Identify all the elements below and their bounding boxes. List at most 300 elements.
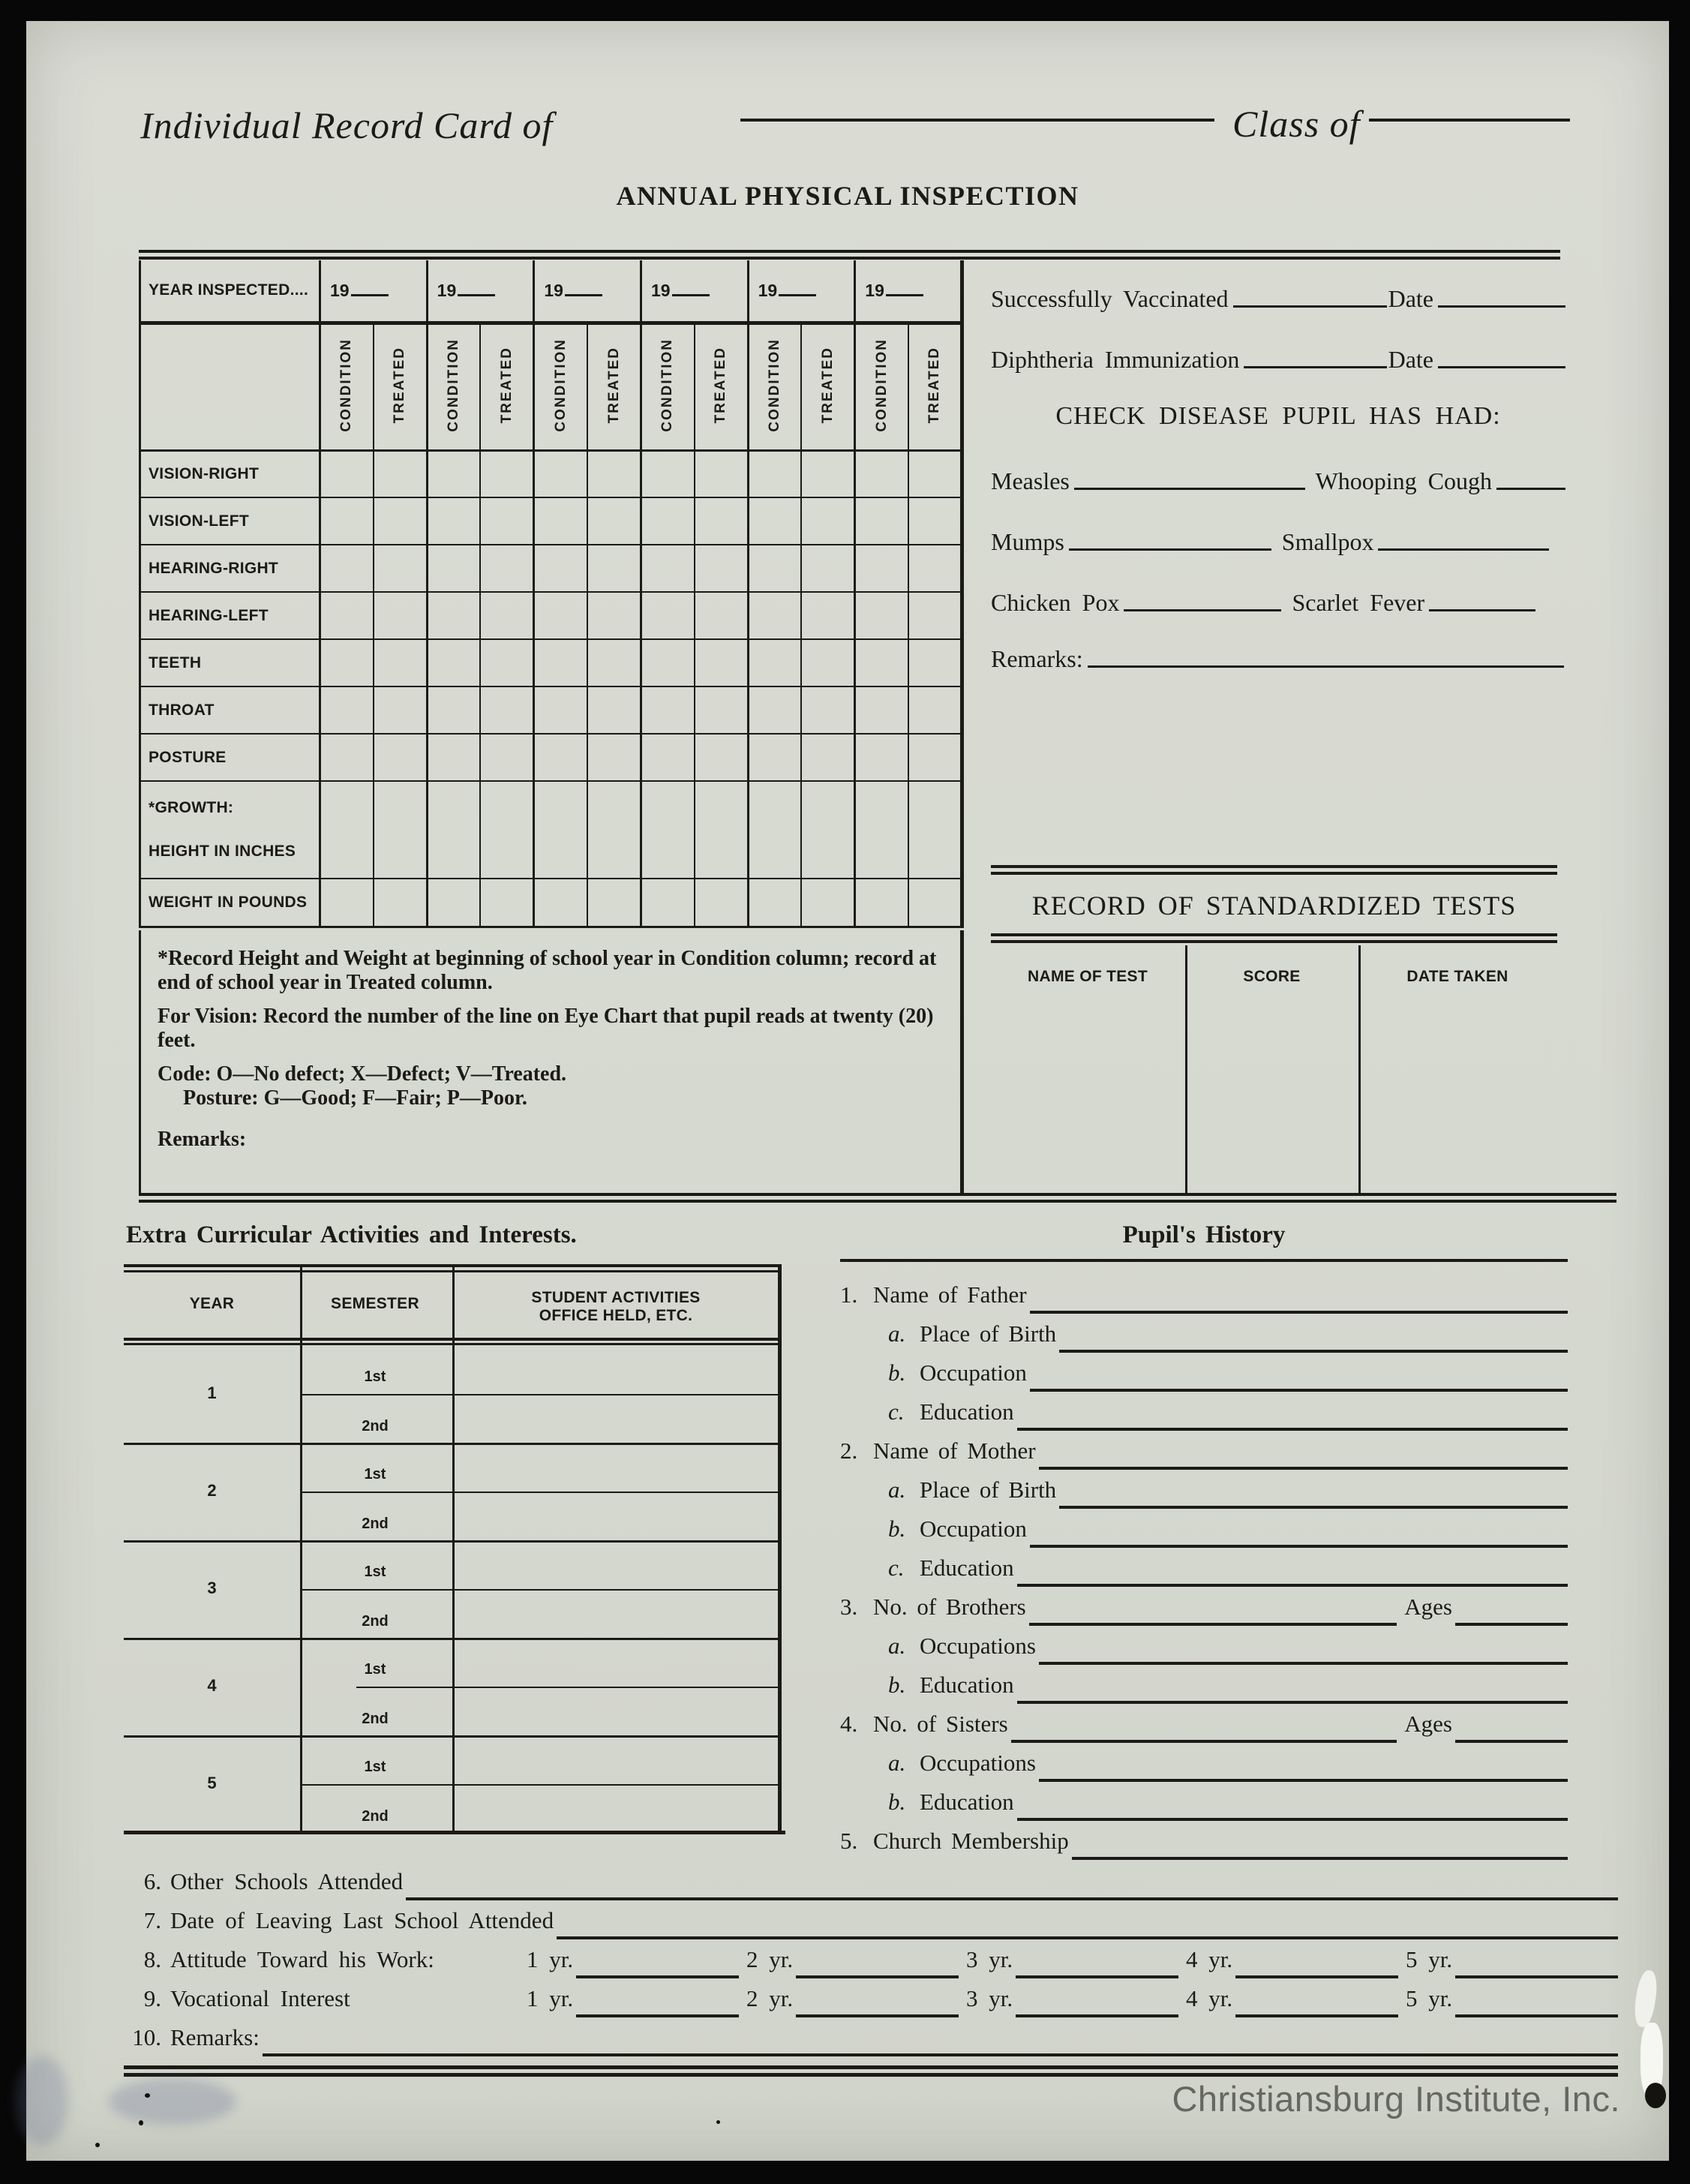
- item-label: Date of Leaving Last School Attended: [170, 1907, 554, 1933]
- semester-line: [300, 1589, 782, 1591]
- speck: [139, 2120, 143, 2125]
- row-label: HEARING-RIGHT: [140, 545, 320, 592]
- fill-line: [1455, 2014, 1618, 2017]
- bottom-double-rule: [124, 2065, 1618, 2077]
- semester-label: 1st: [364, 1368, 386, 1385]
- data-cell: [801, 545, 854, 592]
- data-cell: [641, 450, 694, 497]
- item-label: Education: [920, 1398, 1014, 1425]
- ages-label: Ages: [1404, 1711, 1452, 1737]
- data-cell: [908, 686, 962, 734]
- year-number: 5: [207, 1774, 217, 1792]
- year-number: 2: [207, 1481, 217, 1500]
- fill-line: [796, 1975, 959, 1978]
- data-cell: [908, 781, 962, 879]
- semester-line: [300, 1492, 782, 1493]
- item-number: 3.: [840, 1594, 858, 1620]
- data-cell: [695, 879, 748, 927]
- fill-line: [1438, 305, 1565, 308]
- fill-line: [406, 1897, 1618, 1900]
- data-cell: [374, 686, 427, 734]
- data-cell: [695, 497, 748, 545]
- data-cell: [641, 734, 694, 781]
- semester-label: 1st: [364, 1759, 386, 1775]
- data-cell: [801, 639, 854, 686]
- item-letter: b.: [888, 1672, 906, 1698]
- data-cell: [480, 639, 533, 686]
- row-label: HEARING-LEFT: [140, 592, 320, 639]
- fill-line: [1030, 1389, 1568, 1392]
- year-prefix: 19: [544, 280, 563, 300]
- fill-line: [557, 1936, 1618, 1939]
- data-cell: [534, 781, 587, 879]
- fill-line: [1235, 1975, 1398, 1978]
- table-row-growth-height: [140, 781, 962, 879]
- data-cell: [695, 592, 748, 639]
- data-cell: [374, 545, 427, 592]
- data-cell: [587, 450, 641, 497]
- fill-line: [1244, 365, 1386, 368]
- history-subitem: [840, 1672, 1568, 1708]
- data-cell: [480, 545, 533, 592]
- data-cell: [587, 592, 641, 639]
- activities-divider: [452, 1264, 455, 1834]
- speck: [145, 2093, 150, 2098]
- data-cell: [427, 734, 480, 781]
- item-label: No. of Sisters: [873, 1711, 1008, 1737]
- item-label: Other Schools Attended: [170, 1868, 404, 1894]
- data-cell: [534, 734, 587, 781]
- data-cell: [748, 781, 801, 879]
- data-cell: [320, 592, 374, 639]
- item-label: Attitude Toward his Work:: [170, 1946, 434, 1972]
- data-cell: [374, 497, 427, 545]
- data-cell: [480, 781, 533, 879]
- table-row-vision-left: [140, 497, 962, 545]
- class-of-label: Class of: [1232, 103, 1361, 145]
- pupils-history-heading: Pupil's History: [1122, 1221, 1286, 1248]
- fill-line: [1017, 1584, 1568, 1587]
- table-row-throat: [140, 686, 962, 734]
- year-prefix: 19: [330, 280, 350, 300]
- fill-line: [1017, 1701, 1568, 1704]
- record-card-paper: [26, 21, 1669, 2161]
- data-cell: [908, 592, 962, 639]
- data-cell: [641, 781, 694, 879]
- fill-line: [1059, 1506, 1568, 1509]
- fill-line: [1016, 1975, 1178, 1978]
- year-boundary-line: [124, 1540, 782, 1543]
- fill-line: [1235, 2014, 1398, 2017]
- fill-line: [1011, 1740, 1397, 1743]
- year-number: 3: [207, 1579, 217, 1597]
- fill-line: [263, 2053, 1618, 2056]
- tests-title-rule: [991, 933, 1557, 943]
- data-cell: [374, 639, 427, 686]
- data-cell: [801, 592, 854, 639]
- year-number: 4: [207, 1676, 217, 1695]
- history-item: [840, 1594, 1568, 1630]
- data-cell: [320, 450, 374, 497]
- data-cell: [748, 545, 801, 592]
- item-label: Occupations: [920, 1750, 1036, 1776]
- chickenpox-row: [991, 589, 1565, 617]
- history-subitem: [840, 1477, 1568, 1513]
- year-number: 1: [207, 1383, 217, 1402]
- fill-line: [1059, 1350, 1568, 1353]
- data-cell: [748, 734, 801, 781]
- data-cell: [855, 734, 908, 781]
- note-vision: For Vision: Record the number of the line on Eye Chart that pupil reads at twenty (20) feet.: [158, 1004, 934, 1053]
- item-number: 1.: [840, 1281, 858, 1308]
- inspection-notes: [139, 930, 964, 1194]
- item-number: 6.: [143, 1868, 161, 1894]
- data-cell: [748, 879, 801, 927]
- data-cell: [855, 497, 908, 545]
- fill-line: [1069, 548, 1271, 551]
- data-cell: [374, 734, 427, 781]
- item-label: Place of Birth: [920, 1477, 1057, 1503]
- item-letter: c.: [888, 1398, 905, 1425]
- diphtheria-row: [991, 346, 1565, 374]
- smallpox-label: Smallpox: [1281, 528, 1374, 555]
- condition-header: CONDITION: [855, 323, 908, 450]
- data-cell: [587, 879, 641, 927]
- table-row-vision-right: [140, 450, 962, 497]
- data-cell: [748, 639, 801, 686]
- fill-line: [1029, 1623, 1397, 1626]
- semester-line: [356, 1687, 782, 1688]
- fill-line: [1039, 1779, 1568, 1782]
- activities-col-line1: STUDENT ACTIVITIES: [531, 1289, 701, 1306]
- data-cell: [427, 592, 480, 639]
- year-fill-line: [458, 281, 495, 296]
- fill-line: [1072, 1857, 1568, 1860]
- row-label-growth: [140, 781, 320, 879]
- item-number: 4.: [840, 1711, 858, 1737]
- item-number: 10.: [132, 2024, 161, 2050]
- bottom-item-6: [124, 1868, 1618, 1904]
- year-cell: [320, 260, 428, 323]
- item-letter: a.: [888, 1320, 906, 1347]
- scarlet-fever-label: Scarlet Fever: [1292, 589, 1425, 616]
- note-record-height-weight: *Record Height and Weight at beginning of school year in Condition column; record at end of school year in Treated column.: [158, 947, 937, 995]
- semester-label: 2nd: [362, 1711, 389, 1727]
- history-subitem: [840, 1359, 1568, 1395]
- table-row-hearing-left: [140, 592, 962, 639]
- data-cell: [641, 545, 694, 592]
- data-cell: [855, 545, 908, 592]
- row-label: VISION-LEFT: [140, 497, 320, 545]
- data-cell: [480, 450, 533, 497]
- history-subitem: [840, 1555, 1568, 1591]
- data-cell: [534, 686, 587, 734]
- fill-line: [1017, 1428, 1568, 1431]
- fill-line: [1030, 1545, 1568, 1548]
- data-cell: [534, 879, 587, 927]
- item-letter: c.: [888, 1555, 905, 1581]
- fill-line: [1039, 1467, 1568, 1470]
- data-cell: [855, 639, 908, 686]
- data-cell: [427, 450, 480, 497]
- row-label: THROAT: [140, 686, 320, 734]
- fill-line: [576, 2014, 739, 2017]
- fill-line: [1030, 1311, 1568, 1314]
- year-fill-line: [886, 281, 923, 296]
- treated-header: TREATED: [374, 323, 427, 450]
- year-boundary-line: [124, 1735, 782, 1738]
- tests-divider: [1185, 945, 1187, 1194]
- history-subitem: [840, 1789, 1568, 1825]
- table-row-posture: [140, 734, 962, 781]
- fill-line: [1124, 608, 1281, 611]
- data-cell: [641, 497, 694, 545]
- item-label: Remarks:: [170, 2024, 260, 2050]
- item-number: 7.: [143, 1907, 161, 1933]
- name-fill-line: [740, 119, 1214, 122]
- year-prefix: 19: [865, 280, 884, 300]
- data-cell: [695, 686, 748, 734]
- mid-double-rule: [139, 1193, 1616, 1203]
- data-cell: [374, 450, 427, 497]
- year-boundary-line: [124, 1443, 782, 1445]
- fill-line: [1233, 305, 1387, 308]
- ages-label: Ages: [1404, 1594, 1452, 1620]
- ink-smudge: [16, 2056, 68, 2146]
- year-fill-line: [565, 281, 602, 296]
- row-label: VISION-RIGHT: [140, 450, 320, 497]
- data-cell: [641, 879, 694, 927]
- condition-header: CONDITION: [320, 323, 374, 450]
- archive-watermark: Christiansburg Institute, Inc.: [1172, 2079, 1620, 2119]
- semester-line: [300, 1784, 782, 1786]
- yr-label: 5 yr.: [1406, 1946, 1453, 1972]
- data-cell: [534, 545, 587, 592]
- treated-header: TREATED: [587, 323, 641, 450]
- mumps-row: [991, 528, 1565, 556]
- page-title: Individual Record Card of: [140, 104, 554, 146]
- item-label: Place of Birth: [920, 1320, 1057, 1347]
- history-item: [840, 1828, 1568, 1864]
- item-label: Occupation: [920, 1516, 1027, 1542]
- semester-line: [300, 1394, 782, 1395]
- item-label: Vocational Interest: [170, 1985, 350, 2011]
- data-cell: [641, 592, 694, 639]
- data-cell: [480, 592, 533, 639]
- item-letter: a.: [888, 1477, 906, 1503]
- data-cell: [427, 686, 480, 734]
- data-cell: [748, 450, 801, 497]
- data-cell: [534, 450, 587, 497]
- activities-right-border: [778, 1264, 782, 1834]
- data-cell: [855, 592, 908, 639]
- item-number: 5.: [840, 1828, 858, 1854]
- history-subitem: [840, 1516, 1568, 1552]
- data-cell: [801, 686, 854, 734]
- year-cell: [748, 260, 855, 323]
- semester-label: 2nd: [362, 1613, 389, 1630]
- date-label: Date: [1388, 346, 1433, 373]
- data-cell: [855, 781, 908, 879]
- data-cell: [320, 497, 374, 545]
- data-cell: [480, 734, 533, 781]
- history-item: [840, 1281, 1568, 1317]
- note-code: Code: O—No defect; X—Defect; V—Treated.: [158, 1062, 567, 1086]
- measles-label: Measles: [991, 467, 1070, 494]
- disease-remarks-row: [991, 645, 1565, 673]
- semester-label: 1st: [364, 1661, 386, 1678]
- history-item: [840, 1711, 1568, 1747]
- data-cell: [480, 686, 533, 734]
- yr-label: 5 yr.: [1406, 1985, 1453, 2011]
- data-cell: [908, 450, 962, 497]
- data-cell: [855, 879, 908, 927]
- fill-line: [1074, 487, 1305, 490]
- yr-label: 3 yr.: [966, 1946, 1013, 1972]
- yr-label: 4 yr.: [1186, 1946, 1233, 1972]
- tests-divider: [1358, 945, 1361, 1194]
- year-prefix: 19: [650, 280, 671, 300]
- data-cell: [480, 879, 533, 927]
- paper-tear-mark: [1645, 2083, 1666, 2108]
- yr-label: 1 yr.: [527, 1985, 574, 2011]
- item-label: Education: [920, 1789, 1014, 1815]
- year-cell: [855, 260, 962, 323]
- row-label: POSTURE: [140, 734, 320, 781]
- data-cell: [908, 734, 962, 781]
- history-subitem: [840, 1398, 1568, 1434]
- yr-label: 2 yr.: [746, 1985, 794, 2011]
- data-cell: [641, 639, 694, 686]
- activities-col-year: YEAR: [189, 1295, 235, 1312]
- history-subitem: [840, 1320, 1568, 1356]
- item-number: 8.: [143, 1946, 161, 1972]
- condition-treated-header-row: [140, 323, 962, 450]
- mumps-label: Mumps: [991, 528, 1064, 555]
- item-number: 2.: [840, 1437, 858, 1464]
- tests-top-rule: [991, 865, 1557, 875]
- year-cell: [427, 260, 534, 323]
- year-fill-line: [351, 281, 389, 296]
- activities-col-activities: [454, 1289, 778, 1325]
- treated-header: TREATED: [695, 323, 748, 450]
- data-cell: [320, 686, 374, 734]
- data-cell: [480, 497, 533, 545]
- annual-inspection-table: [139, 260, 964, 928]
- item-letter: a.: [888, 1633, 906, 1659]
- notes-remarks-label: Remarks:: [158, 1127, 247, 1151]
- tests-col-date: DATE TAKEN: [1406, 968, 1508, 985]
- year-header-row: [140, 260, 962, 323]
- data-cell: [908, 545, 962, 592]
- data-cell: [587, 686, 641, 734]
- history-item: [840, 1437, 1568, 1474]
- bottom-item-10: [124, 2024, 1618, 2060]
- data-cell: [374, 781, 427, 879]
- tests-title: RECORD OF STANDARDIZED TESTS: [1031, 891, 1517, 921]
- history-heading-rule: [840, 1259, 1568, 1262]
- semester-label: 2nd: [362, 1418, 389, 1434]
- treated-header: TREATED: [480, 323, 533, 450]
- data-cell: [587, 497, 641, 545]
- table-row-hearing-right: [140, 545, 962, 592]
- table-row-weight: [140, 879, 962, 927]
- fill-line: [1017, 1818, 1568, 1821]
- fill-line: [1455, 1975, 1618, 1978]
- item-label: Name of Father: [873, 1281, 1027, 1308]
- data-cell: [427, 497, 480, 545]
- year-fill-line: [779, 281, 816, 296]
- fill-line: [1039, 1662, 1568, 1665]
- semester-label: 2nd: [362, 1516, 389, 1532]
- semester-label: 1st: [364, 1466, 386, 1483]
- diphtheria-label: Diphtheria Immunization: [991, 346, 1240, 373]
- data-cell: [427, 781, 480, 879]
- fill-line: [1429, 608, 1535, 611]
- data-cell: [801, 734, 854, 781]
- data-cell: [641, 686, 694, 734]
- data-cell: [374, 592, 427, 639]
- activities-divider: [300, 1264, 302, 1834]
- year-prefix: 19: [437, 280, 457, 300]
- data-cell: [427, 545, 480, 592]
- whooping-cough-label: Whooping Cough: [1315, 467, 1492, 494]
- data-cell: [908, 497, 962, 545]
- history-subitem: [840, 1750, 1568, 1786]
- year-cell: [534, 260, 641, 323]
- data-cell: [320, 639, 374, 686]
- bottom-item-9: [124, 1985, 1618, 2021]
- treated-header: TREATED: [908, 323, 962, 450]
- item-letter: b.: [888, 1516, 906, 1542]
- date-label: Date: [1388, 285, 1433, 312]
- data-cell: [587, 545, 641, 592]
- item-label: Education: [920, 1672, 1014, 1698]
- class-fill-line: [1369, 119, 1570, 122]
- empty-corner-cell: [140, 323, 320, 450]
- condition-header: CONDITION: [748, 323, 801, 450]
- year-boundary-line: [124, 1638, 782, 1640]
- fill-line: [1378, 548, 1549, 551]
- remarks-label: Remarks:: [991, 645, 1083, 672]
- data-cell: [374, 879, 427, 927]
- data-cell: [534, 497, 587, 545]
- item-label: Church Membership: [873, 1828, 1069, 1854]
- semester-label: 2nd: [362, 1808, 389, 1825]
- condition-header: CONDITION: [427, 323, 480, 450]
- data-cell: [695, 781, 748, 879]
- item-number: 9.: [143, 1985, 161, 2011]
- fill-line: [1455, 1623, 1568, 1626]
- section-title-annual-physical-inspection: ANNUAL PHYSICAL INSPECTION: [616, 181, 1079, 211]
- yr-label: 3 yr.: [966, 1985, 1013, 2011]
- extra-curricular-heading: Extra Curricular Activities and Interests.: [126, 1221, 577, 1248]
- data-cell: [748, 497, 801, 545]
- fill-line: [796, 2014, 959, 2017]
- data-cell: [908, 639, 962, 686]
- year-fill-line: [672, 281, 710, 296]
- item-letter: b.: [888, 1359, 906, 1386]
- ink-smudge: [109, 2078, 236, 2125]
- fill-line: [1016, 2014, 1178, 2017]
- data-cell: [587, 781, 641, 879]
- data-cell: [801, 497, 854, 545]
- data-cell: [427, 639, 480, 686]
- data-cell: [320, 545, 374, 592]
- activities-col-semester: SEMESTER: [331, 1295, 419, 1312]
- data-cell: [534, 592, 587, 639]
- data-cell: [320, 734, 374, 781]
